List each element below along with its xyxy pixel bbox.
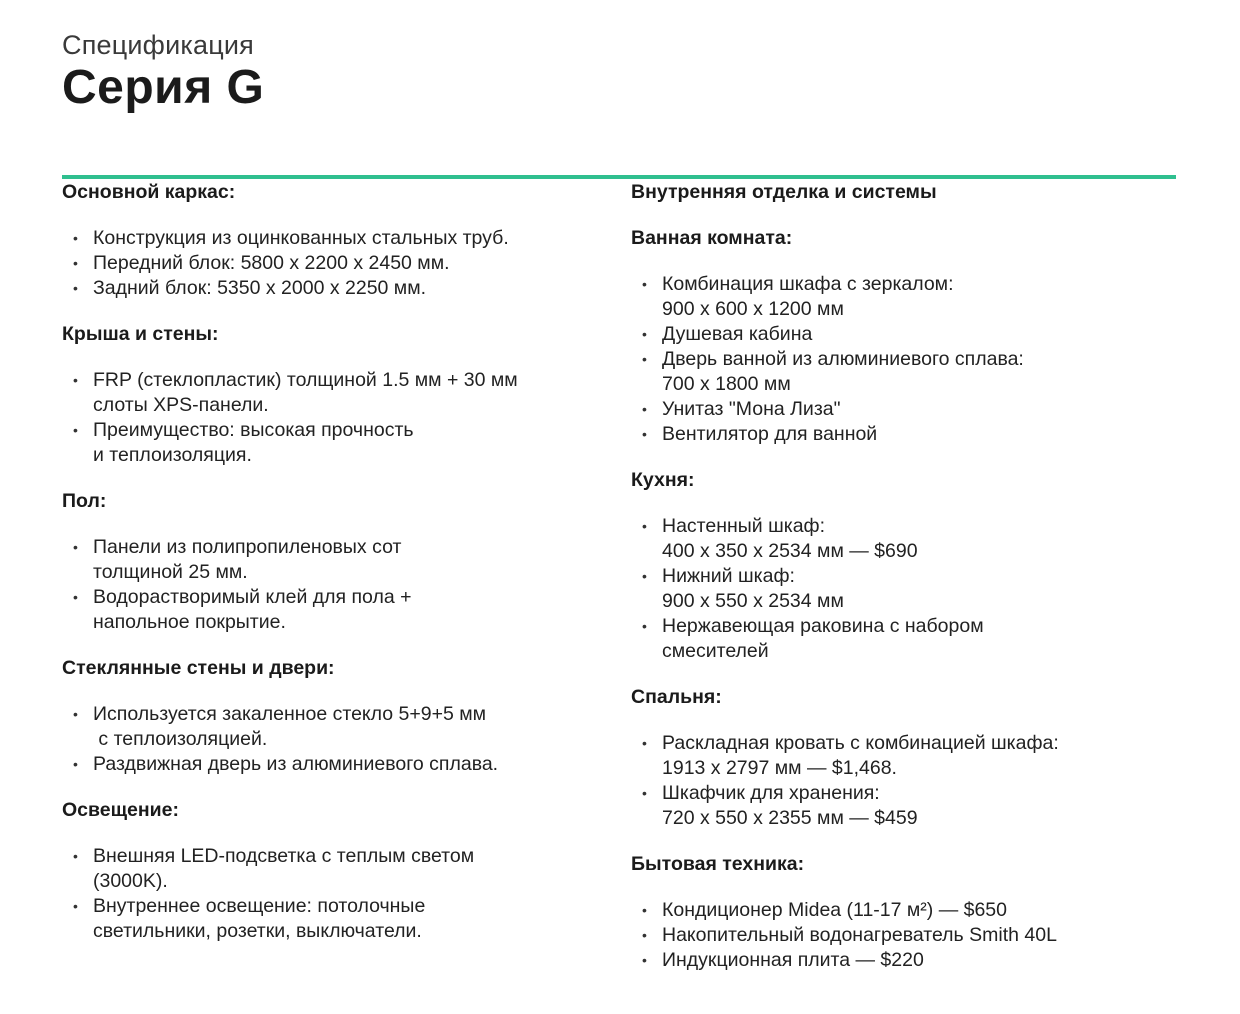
- list-item-text: • Нижний шкаф:: [662, 565, 795, 587]
- section-list: [62, 844, 622, 944]
- section-list: [62, 702, 622, 777]
- list-item-text: • Шкафчик для хранения:: [662, 782, 880, 804]
- list-item-text: • FRP (стеклопластик) толщиной 1.5 мм + 30 мм: [93, 369, 518, 391]
- list-item: [631, 422, 1191, 447]
- section-title: Стеклянные стены и двери:: [62, 657, 335, 679]
- list-item-text: светильники, розетки, выключатели.: [93, 920, 422, 942]
- list-item-text: 900 x 550 x 2534 мм: [662, 590, 844, 612]
- list-item: [62, 894, 622, 944]
- left-column: [62, 178, 622, 944]
- list-item-text: напольное покрытие.: [93, 611, 286, 633]
- list-item-text: • Индукционная плита — $220: [662, 949, 924, 971]
- list-item-text: • Преимущество: высокая прочность: [93, 419, 414, 441]
- list-item-text: смесителей: [662, 640, 769, 662]
- list-item: [62, 535, 622, 585]
- list-item: [631, 564, 1191, 614]
- list-item-text: • Передний блок: 5800 x 2200 x 2450 мм.: [93, 252, 450, 274]
- list-item: [631, 347, 1191, 397]
- list-item-text: • Используется закаленное стекло 5+9+5 мм: [93, 703, 487, 725]
- list-item: [631, 781, 1191, 831]
- list-item: [631, 272, 1191, 322]
- list-item-text: • Кондиционер Midea (11-17 м²) — $650: [662, 899, 1008, 921]
- section-title: Спальня:: [631, 686, 722, 708]
- section-title: Освещение:: [62, 799, 179, 821]
- list-item: [631, 923, 1191, 948]
- list-item-text: • Раздвижная дверь из алюминиевого сплава.: [93, 753, 499, 775]
- section-title: Ванная комната:: [631, 227, 793, 249]
- page-title: Серия G: [62, 61, 265, 114]
- list-item-text: • Душевая кабина: [662, 323, 813, 345]
- list-item-text: 400 x 350 x 2534 мм — $690: [662, 540, 918, 562]
- list-item-text: • Настенный шкаф:: [662, 515, 826, 537]
- section-title: Кухня:: [631, 469, 695, 491]
- list-item: [62, 702, 622, 752]
- section-list: [631, 514, 1191, 664]
- list-item: [62, 226, 622, 251]
- list-item-text: с теплоизоляцией.: [93, 728, 268, 750]
- list-item-text: 700 x 1800 мм: [662, 373, 791, 395]
- list-item: [62, 276, 622, 301]
- list-item-text: • Конструкция из оцинкованных стальных труб.: [93, 227, 509, 249]
- section-list: [631, 272, 1191, 447]
- list-item: [62, 418, 622, 468]
- list-item: [631, 898, 1191, 923]
- section-list: [62, 368, 622, 468]
- page-subtitle: Спецификация: [62, 30, 254, 60]
- section-title: Бытовая техника:: [631, 853, 805, 875]
- list-item: [62, 752, 622, 777]
- list-item-text: слоты XPS-панели.: [93, 394, 269, 416]
- list-item-text: • Раскладная кровать с комбинацией шкафа:: [662, 732, 1059, 754]
- list-item-text: • Накопительный водонагреватель Smith 40L: [662, 924, 1057, 946]
- list-item: [631, 322, 1191, 347]
- list-item-text: • Задний блок: 5350 x 2000 x 2250 мм.: [93, 277, 427, 299]
- list-item: [631, 614, 1191, 664]
- list-item-text: • Комбинация шкафа с зеркалом:: [662, 273, 954, 295]
- section-title: Крыша и стены:: [62, 323, 219, 345]
- list-item: [62, 844, 622, 894]
- list-item: [631, 514, 1191, 564]
- right-column-heading: Внутренняя отделка и системы: [631, 181, 937, 203]
- list-item: [631, 397, 1191, 422]
- list-item-text: • Унитаз "Мона Лиза": [662, 398, 841, 420]
- list-item: [631, 731, 1191, 781]
- section-list: [62, 226, 622, 301]
- list-item: [631, 948, 1191, 973]
- list-item-text: 900 x 600 x 1200 мм: [662, 298, 844, 320]
- list-item-text: • Вентилятор для ванной: [662, 423, 878, 445]
- list-item-text: • Внешняя LED-подсветка с теплым светом: [93, 845, 475, 867]
- list-item: [62, 251, 622, 276]
- section-list: [631, 731, 1191, 831]
- section-list: [62, 535, 622, 635]
- list-item-text: • Водорастворимый клей для пола +: [93, 586, 412, 608]
- list-item-text: и теплоизоляция.: [93, 444, 252, 466]
- section-list: [631, 898, 1191, 973]
- section-title: Основной каркас:: [62, 181, 236, 203]
- list-item: [62, 368, 622, 418]
- right-column: [631, 178, 1191, 973]
- list-item: [62, 585, 622, 635]
- section-title: Пол:: [62, 490, 107, 512]
- list-item-text: • Дверь ванной из алюминиевого сплава:: [662, 348, 1024, 370]
- list-item-text: (3000K).: [93, 870, 168, 892]
- list-item-text: • Панели из полипропиленовых сот: [93, 536, 402, 558]
- list-item-text: 720 x 550 x 2355 мм — $459: [662, 807, 918, 829]
- list-item-text: • Внутреннее освещение: потолочные: [93, 895, 426, 917]
- list-item-text: толщиной 25 мм.: [93, 561, 248, 583]
- list-item-text: • Нержавеющая раковина с набором: [662, 615, 984, 637]
- list-item-text: 1913 x 2797 мм — $1,468.: [662, 757, 897, 779]
